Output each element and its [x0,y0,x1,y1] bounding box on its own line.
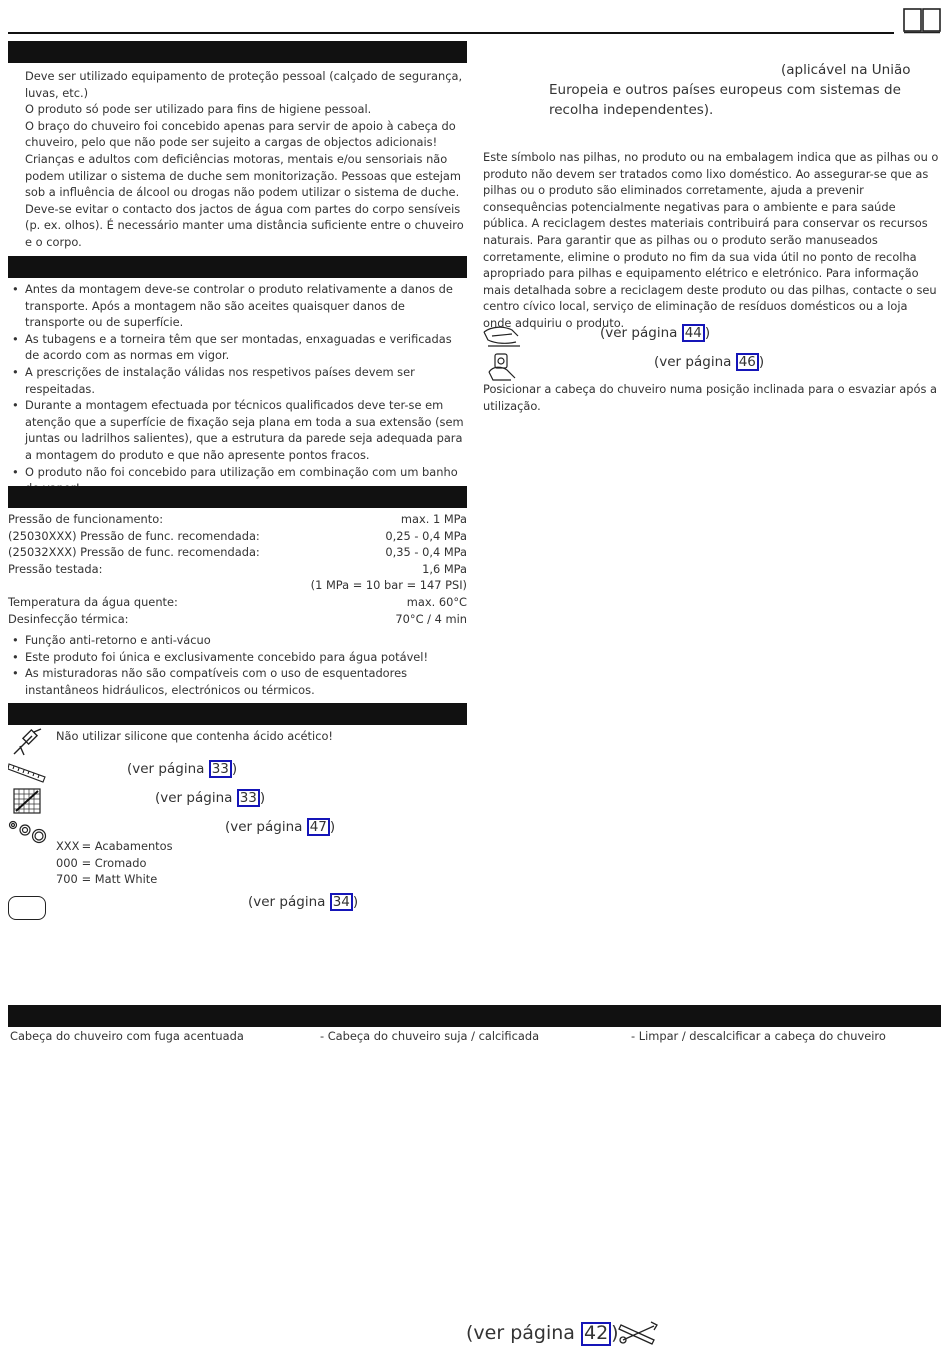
installation-bullet: • O produto não foi concebido para utilização em combinação com um banho [8,464,467,497]
finish-eq: = [81,839,92,853]
technical-bullet: • As misturadoras não são compatíveis com o uso de esquentadores instantâneos hidráulicos, electrónicos ou térmicos. [8,665,467,698]
finish-name: Cromado [94,855,147,870]
safety-line: O braço do chuveiro foi concebido apenas para servir de apoio à cabeça do chuveiro, pelo que não pode ser sujeito a cargas de objectos adicionais! [25,118,456,150]
spec-label: Pressão de funcionamento: [8,512,164,526]
ref-suffix: ) [329,819,336,835]
page-link-33[interactable]: 33 [209,760,232,778]
installation-header-bar [8,256,467,278]
footer-page-ref [466,1322,619,1346]
technical-bullet: • Função anti-retorno e anti-vácuo [8,632,467,649]
recycling-intro: (aplicável na União Europeia e outros países europeus com sistemas de recolha independentes). [549,62,911,118]
spec-value: max. 60°C [406,594,467,609]
spec-label: (25032XXX) Pressão de func. recomendada: [8,545,260,560]
safety-header-bar [8,41,467,63]
spec-row [8,577,467,594]
tools-icon [618,1320,658,1346]
finish-code: XXX [56,839,80,853]
safety-section [8,41,467,251]
spec-label: (25030XXX) Pressão de func. recomendada: [8,528,260,543]
finish-eq: = [81,855,92,870]
finish-eq: = [81,872,92,887]
finish-code: 700 [56,872,78,887]
technical-section [8,486,467,699]
ref-prefix: (ver página [654,354,732,370]
ref-prefix: (ver página [466,1322,575,1344]
spec-value: (1 MPa = 10 bar = 147 PSI) [310,578,467,593]
spec-value: 70°C / 4 min [395,611,467,626]
silicone-note: Não utilizar silicone que contenha ácido acético! [56,729,333,743]
dimension-drawing-icon [13,788,41,814]
spec-label: Desinfecção térmica: [8,611,129,626]
safety-line: Crianças e adultos com deficiências motoras, mentais e/ou sensoriais não podem utilizar o sistema de duche sem monitorização. Pessoas que estejam sob a influência de álcool ou drogas não podem utilizar o sistema de duche. [25,151,461,200]
notes-section [8,703,467,725]
drain-note: Posicionar a cabeça do chuveiro numa posição inclinada para o esvaziar após a utilização. [483,382,937,413]
ref-suffix: ) [611,1322,619,1344]
finish-row [56,855,173,872]
spec-row [8,611,467,628]
page-link-42[interactable]: 42 [581,1322,611,1346]
safety-line: O produto só pode ser utilizado para fins de higiene pessoal. [25,102,372,117]
ref-suffix: ) [758,354,765,370]
top-rule [8,32,894,34]
faults-section [8,1005,941,1045]
spec-row [8,594,467,611]
ref-prefix: (ver página [600,325,678,341]
installation-bullet: • As tubagens e a torneira têm que ser montadas, enxaguadas e verificadas de acordo com as normas em vigor. [8,331,467,364]
page-link-44[interactable]: 44 [682,324,705,342]
page-link-47[interactable]: 47 [307,818,330,836]
manual-book-icon [903,8,941,34]
spec-row [8,511,467,528]
installation-bullet: • A prescrições de instalação válidas nos respetivos países devem ser respeitadas. [8,364,467,397]
finish-row [56,871,173,888]
ref-prefix: (ver página [155,790,233,806]
installation-section [8,256,467,497]
page-link-46[interactable]: 46 [736,353,759,371]
page-ref [248,893,358,911]
finish-code: 000 [56,855,78,870]
spec-value: 0,35 - 0,4 MPa [385,545,467,560]
safety-line: Deve-se evitar o contacto dos jactos de água com partes do corpo sensíveis (p. ex. olhos). É necessário manter uma distância suficiente entre o chuveiro e o corpo. [25,201,464,249]
technical-header-bar [8,486,467,508]
spec-row [8,544,467,561]
page-ref [127,760,237,778]
notes-header-bar [8,703,467,725]
installation-bullet: • Antes da montagem deve-se controlar o produto relativamente a danos de transporte. Após a montagem não são aceites quaisquer danos de transporte ou de superfície. [8,281,467,331]
page-ref [225,818,335,836]
ref-suffix: ) [704,325,711,341]
ref-suffix: ) [259,790,266,806]
page-ref [654,353,764,371]
installation-bullet: • Durante a montagem efectuada por técnicos qualificados deve ter-se em atenção que a superfície de fixação seja plana em toda a sua extensão (sem juntas ou ladrilhos salientes), que a estrutura da parede seja adequada para a montagem do produto e que não apresente pontos fracos. [8,397,467,463]
fault-remedy: - Limpar / descalcificar a cabeça do chuveiro [631,1029,886,1043]
fault-cause: - Cabeça do chuveiro suja / calcificada [320,1029,540,1043]
rounded-frame-icon [8,896,46,920]
ref-prefix: (ver página [225,819,303,835]
ref-suffix: ) [352,894,359,910]
page-ref [600,324,710,342]
technical-bullet: • Este produto foi única e exclusivamente concebido para água potável! [8,649,467,666]
safety-line: Deve ser utilizado equipamento de proteção pessoal (calçado de segurança, luvas, etc.) [25,69,463,100]
spec-value: 0,25 - 0,4 MPa [385,528,467,543]
finish-row [56,838,173,855]
spec-value: max. 1 MPa [400,512,467,526]
finishes-list [56,838,173,888]
spec-value: 1,6 MPa [422,561,467,576]
spec-row [8,528,467,545]
spare-parts-icon [8,818,48,846]
silicone-gun-icon [10,728,44,758]
finish-name: Matt White [94,872,158,887]
page-ref [155,789,265,807]
ref-prefix: (ver página [127,761,205,777]
spec-row [8,561,467,578]
spec-label: Pressão testada: [8,561,103,576]
spec-label: Temperatura da água quente: [8,594,178,609]
fault-problem: Cabeça do chuveiro com fuga acentuada [10,1029,244,1043]
ref-prefix: (ver página [248,894,326,910]
finish-name: Acabamentos [94,839,173,853]
faults-header-bar [8,1005,941,1027]
page-link-33[interactable]: 33 [237,789,260,807]
ref-suffix: ) [231,761,238,777]
page-link-34[interactable]: 34 [330,893,353,911]
ruler-icon [8,760,46,784]
cleaning-icon [482,322,522,350]
recycling-body: Este símbolo nas pilhas, no produto ou na embalagem indica que as pilhas ou o produto não devem ser tratados como lixo doméstico. Ao assegurar-se que as pilhas ou o produto são eliminados corretamente, ajuda a prevenir consequências potencialmente negativas para o ambiente e para saúde pública. A reciclagem destes materiais contribuirá para conservar os recursos naturais. Para garantir que as pilhas ou o produto serão manuseados corretamente, elimine o produto no fim da sua vida útil no ponto de recolha apropriado para pilhas e equipamento elétrico e eletrónico. Para informação mais detalhada sobre a reciclagem deste produto ou das pilhas, contacte o seu centro cívico local, serviço de eliminação de resíduos domésticos ou a loja onde adquiriu o produto. [483,150,939,330]
descaling-icon [485,352,519,382]
